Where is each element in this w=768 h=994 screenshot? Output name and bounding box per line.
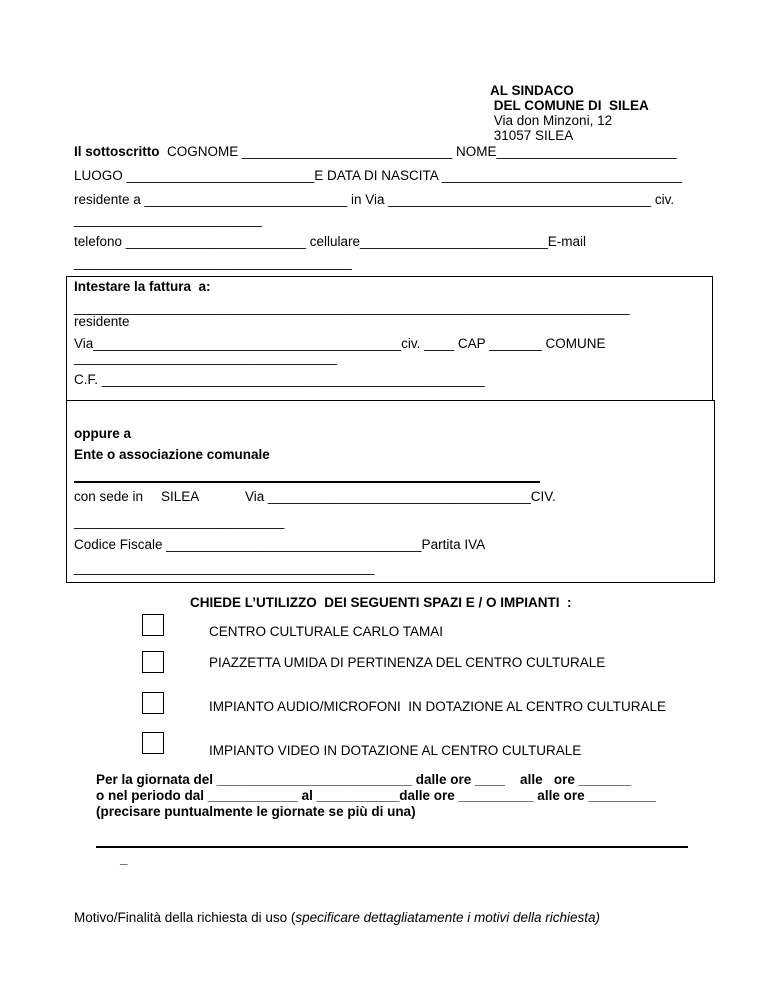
recipient-line: DEL COMUNE DI SILEA — [490, 98, 649, 113]
motivo-label — [74, 910, 600, 926]
recipient-line: 31057 SILEA — [490, 128, 574, 143]
invoice-name-field[interactable]: __________________________________________________________________________ — [74, 300, 630, 315]
recipient-line: AL SINDACO — [490, 83, 574, 98]
option-label: PIAZZETTA UMIDA DI PERTINENZA DEL CENTRO CULTURALE — [209, 655, 606, 670]
request-title: CHIEDE L’UTILIZZO DEI SEGUENTI SPAZI E / O IMPIANTI : — [190, 595, 572, 610]
giornata-field[interactable]: Per la giornata del __________________________ dalle ore ____ alle ore _______ — [96, 772, 632, 787]
telefono-field[interactable]: telefono ________________________ cellulare_________________________E-mail — [74, 234, 586, 249]
giornate-dash: _ — [120, 851, 128, 866]
entity-iva-field[interactable]: ________________________________________ — [74, 560, 375, 575]
option-checkbox[interactable] — [142, 692, 164, 714]
option-checkbox[interactable] — [142, 732, 164, 754]
ente-name-line[interactable] — [74, 481, 540, 483]
periodo-field[interactable]: o nel periodo dal ____________ al ___________dalle ore __________ alle ore _________ — [96, 788, 656, 803]
entity-cf-field[interactable]: Codice Fiscale __________________________________Partita IVA — [74, 537, 486, 552]
giornate-line[interactable] — [96, 846, 688, 848]
motivo-italic: specificare dettagliatamente i motivi della richiesta) — [295, 910, 600, 925]
entity-civ-field[interactable]: ____________________________ — [74, 514, 285, 529]
cognome-nome-field[interactable]: COGNOME ____________________________ NOME________________________ — [159, 144, 677, 159]
invoice-via-field[interactable]: Via_________________________________________civ. ____ CAP _______ COMUNE — [74, 336, 606, 351]
invoice-title: Intestare la fattura a: — [74, 279, 211, 294]
email-field[interactable]: _____________________________________ — [74, 255, 352, 270]
invoice-comune-field[interactable]: ___________________________________ — [74, 350, 337, 365]
option-checkbox[interactable] — [142, 614, 164, 636]
residente-field[interactable]: residente a ___________________________ in Via ___________________________________ civ. — [74, 192, 675, 207]
luogo-data-field[interactable]: LUOGO _________________________E DATA DI NASCITA ________________________________ — [74, 168, 682, 183]
recipient-address — [490, 83, 649, 143]
option-label: CENTRO CULTURALE CARLO TAMAI — [209, 624, 444, 639]
invoice-residente-label: residente — [74, 314, 130, 329]
motivo-prefix: Motivo/Finalità della richiesta di uso ( — [74, 910, 296, 925]
civ-field[interactable]: _________________________ — [74, 212, 262, 227]
sottoscritto-label: Il sottoscritto — [74, 144, 160, 159]
option-checkbox[interactable] — [142, 651, 164, 673]
ente-label: Ente o associazione comunale — [74, 447, 270, 462]
recipient-line: Via don Minzoni, 12 — [490, 113, 613, 128]
option-label: IMPIANTO AUDIO/MICROFONI IN DOTAZIONE AL CENTRO CULTURALE — [209, 699, 667, 714]
sede-value: SILEA — [161, 489, 200, 504]
option-label: IMPIANTO VIDEO IN DOTAZIONE AL CENTRO CULTURALE — [209, 743, 582, 758]
invoice-cf-field[interactable]: C.F. ___________________________________________________ — [74, 372, 485, 387]
sede-label: con sede in — [74, 489, 144, 504]
precisare-note: (precisare puntualmente le giornate se più di una) — [96, 804, 416, 819]
oppure-label: oppure a — [74, 426, 132, 441]
applicant-name-row — [74, 144, 677, 160]
entity-via-field[interactable]: Via ___________________________________CIV. — [245, 489, 556, 504]
